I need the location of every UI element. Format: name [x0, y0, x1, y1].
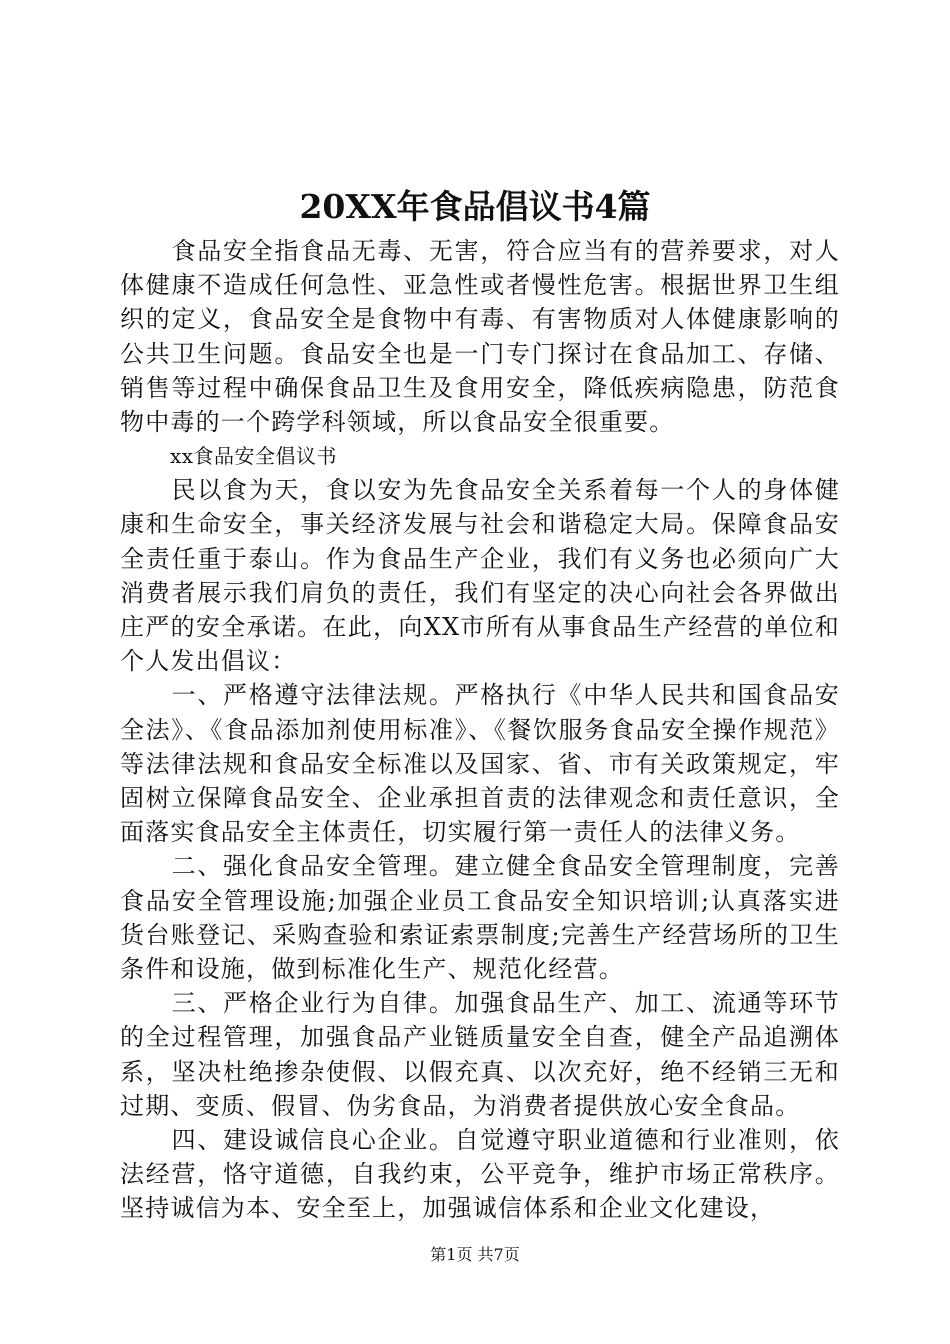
body-paragraph: 民以食为天，食以安为先食品安全关系着每一个人的身体健康和生命安全，事关经济发展与社会和谐稳定大局。保障食品安全责任重于泰山。作为食品生产企业，我们有义务也必须向广大消费者展示我们肩负的责任，我们有坚定的决心向社会各界做出庄严的安全承诺。在此，向XX市所有从事食品生产经营的单位和个人发出倡议： [120, 476, 840, 676]
body-paragraph: 三、严格企业行为自律。加强食品生产、加工、流通等环节的全过程管理，加强食品产业链质量安全自查，健全产品追溯体系，坚决杜绝掺杂使假、以假充真、以次充好，绝不经销三无和过期、变质、假冒、伪劣食品，为消费者提供放心安全食品。 [120, 989, 840, 1120]
section-subheading: xx食品安全倡议书 [170, 444, 338, 469]
intro-paragraph: 食品安全指食品无毒、无害，符合应当有的营养要求，对人体健康不造成任何急性、亚急性或者慢性危害。根据世界卫生组织的定义，食品安全是食物中有毒、有害物质对人体健康影响的公共卫生问题。食品安全也是一门专门探讨在食品加工、存储、销售等过程中确保食品卫生及食用安全，降低疾病隐患，防范食物中毒的一个跨学科领域，所以食品安全很重要。 [120, 237, 840, 437]
document-title: 20XX年食品倡议书4篇 [299, 187, 651, 226]
page-footer: 第1页 共7页 [430, 1245, 520, 1264]
body-paragraph: 一、严格遵守法律法规。严格执行《中华人民共和国食品安全法》、《食品添加剂使用标准》、《餐饮服务食品安全操作规范》等法律法规和食品安全标准以及国家、省、市有关政策规定，牢固树立保障食品安全、企业承担首责的法律观念和责任意识，全面落实食品安全主体责任，切实履行第一责任人的法律义务。 [120, 681, 840, 847]
document-body [120, 234, 840, 1226]
body-paragraph: 二、强化食品安全管理。建立健全食品安全管理制度，完善食品安全管理设施;加强企业员工食品安全知识培训;认真落实进货台账登记、采购查验和索证索票制度;完善生产经营场所的卫生条件和设施，做到标准化生产、规范化经营。 [120, 852, 840, 984]
body-paragraph: 四、建设诚信良心企业。自觉遵守职业道德和行业准则，依法经营，恪守道德，自我约束，公平竞争，维护市场正常秩序。坚持诚信为本、安全至上，加强诚信体系和企业文化建设， [120, 1126, 840, 1223]
